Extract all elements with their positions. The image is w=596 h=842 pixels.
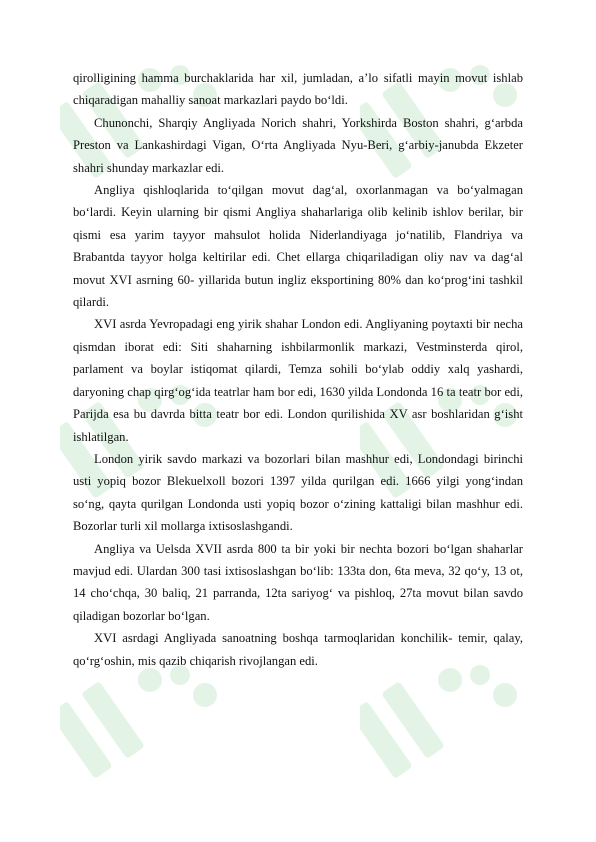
- paragraph: qirolligining hamma burchaklarida har xil, jumladan, a’lo sifatli mayin movut ishlab chiqaradigan mahalliy sanoat markazlari paydo bo‘ldi.: [73, 71, 523, 108]
- paragraph: Angliya qishloqlarida to‘qilgan movut dag‘al, oxorlanmagan va bo‘yalmagan bo‘lardi. Keyin ularning bir qismi Angliya shaharlariga olib kelinib ishlov berilar, bir qismi esa yarim tayyor mahsulot holida Niderlandiyaga jo‘natilib, Flandriya va Brabantda tayyor holga keltirilar edi. Chet ellarga chiqariladigan oliy nav va dag‘al movut XVI asrning 60- yillarida butun ingliz eksportining 80% dan ko‘prog‘ini tashkil qilardi.: [73, 183, 523, 310]
- paragraph: London yirik savdo markazi va bozorlari bilan mashhur edi, Londondagi birinchi usti yopiq bozor Blekuelxoll bozori 1397 yilda qurilgan edi. 1666 yilgi yong‘indan so‘ng, qayta qurilgan Londonda usti yopiq bozor o‘zining kattaligi bilan mashhur edi. Bozorlar turli xil mollarga ixtisoslashgandi.: [73, 451, 523, 534]
- watermark-logo-icon: [360, 650, 530, 800]
- paragraph: Angliya va Uelsda XVII asrda 800 ta bir yoki bir nechta bozori bo‘lgan shaharlar mavjud edi. Ulardan 300 tasi ixtisoslashgan bo‘lib: 133ta don, 6ta meva, 32 qo‘y, 13 ot, 14 cho‘chqa, 30 baliq, 21 parranda, 12ta sariyog‘ va pishloq, 27ta movut bilan savdo qiladigan bozorlar bo‘lgan.: [73, 541, 523, 623]
- paragraph: Chunonchi, Sharqiy Angliyada Norich shahri, Yorkshirda Boston shahri, g‘arbda Preston va Lankashirdagi Vigan, O‘rta Angliyada Nyu-Beri, g‘arbiy-janubda Ekzeter shahri shunday markazlar edi.: [73, 115, 523, 175]
- paragraph: XVI asrda Yevropadagi eng yirik shahar London edi. Angliyaning poytaxti bir necha qismdan iborat edi: Siti shaharning ishbilarmonlik markazi, Vestminsterda qirol, parlament va boylar istiqomat qilardi, Temza sohili bo‘ylab oddiy xalq yashardi, daryoning chap qirg‘og‘ida teatrlar ham bor edi, 1630 yilda Londonda 16 ta teatr bor edi, Parijda esa bu davrda bitta teatr bor edi. London qurilishida XV asr boshlaridan g‘isht ishlatilgan.: [73, 317, 523, 444]
- page-body: [73, 67, 523, 672]
- paragraph: XVI asrdagi Angliyada sanoatning boshqa tarmoqlaridan konchilik- temir, qalay, qo‘rg‘oshin, mis qazib chiqarish rivojlangan edi.: [73, 631, 523, 668]
- watermark-logo-icon: [60, 650, 230, 800]
